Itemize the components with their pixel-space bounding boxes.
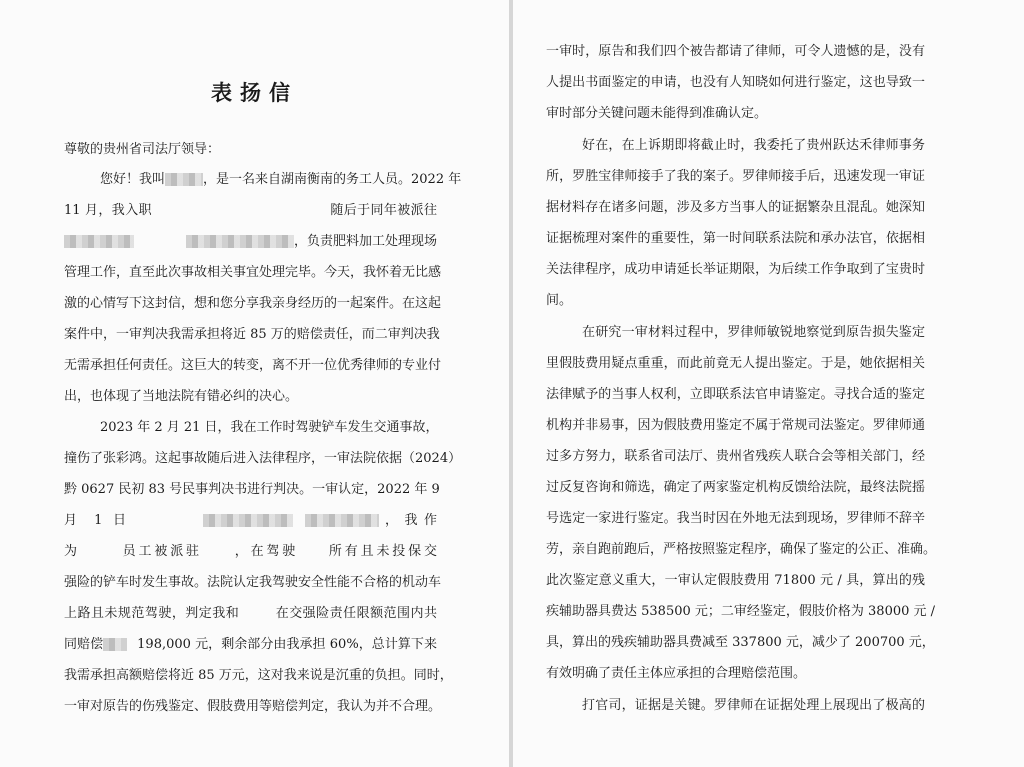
paragraph-line: 黔 0627 民初 83 号民事判决书进行判决。一审认定，2022 年 9: [64, 482, 440, 497]
paragraph-line: ，负责肥料加工处理现场: [64, 234, 437, 250]
paragraph-line: 同赔偿 198,000 元，剩余部分由我承担 60%，总计算下来: [64, 637, 437, 652]
paragraph-line: 在研究一审材料过程中，罗律师敏锐地察觉到原告损失鉴定: [582, 325, 925, 340]
paragraph-line: 打官司，证据是关键。罗律师在证据处理上展现出了极高的: [582, 698, 925, 713]
redacted-block: [203, 514, 293, 527]
paragraph-line: 关法律程序，成功申请延长举证期限，为后续工作争取到了宝贵时: [546, 262, 925, 277]
redacted-block: [186, 235, 294, 248]
paragraph-line: 管理工作，直至此次事故相关事宜处理完毕。今天，我怀着无比感: [64, 265, 442, 280]
paragraph-line: 强险的铲车时发生事故。法院认定我驾驶安全性能不合格的机动车: [64, 575, 442, 590]
paragraph-line: 您好！我叫 ，是一名来自湖南衡南的务工人员。2022 年: [100, 172, 462, 187]
paragraph-line: 过反复咨询和筛选，确定了两家鉴定机构反馈给法院，最终法院摇: [546, 480, 925, 495]
redacted-block: [103, 638, 127, 651]
right-page: [513, 0, 1024, 767]
left-page: [0, 0, 509, 767]
redacted-block: [305, 514, 379, 527]
redacted-block: [64, 235, 134, 248]
redacted-block: [165, 173, 203, 186]
paragraph-line: 所，罗胜宝律师接手了我的案子。罗律师接手后，迅速发现一审证: [546, 169, 925, 184]
paragraph-line: 里假肢费用疑点重重，而此前竟无人提出鉴定。于是，她依据相关: [546, 356, 925, 371]
paragraph-line: 过多方努力，联系省司法厅、贵州省残疾人联合会等相关部门，经: [546, 449, 925, 464]
paragraph-line: 审时部分关键问题未能得到准确认定。: [546, 106, 768, 121]
paragraph-line: 案件中，一审判决我需承担将近 85 万的赔偿责任，而二审判决我: [64, 327, 440, 342]
paragraph-line: 此次鉴定意义重大，一审认定假肢费用 71800 元 / 具，算出的残: [546, 573, 925, 588]
paragraph-line: 号选定一家进行鉴定。我当时因在外地无法到现场，罗律师不辞辛: [546, 511, 925, 526]
paragraph-line: 具，算出的残疾辅助器具费减至 337800 元，减少了 200700 元，: [546, 635, 935, 650]
paragraph-line: 疾辅助器具费达 538500 元；二审经鉴定，假肢价格为 38000 元 /: [546, 604, 936, 619]
paragraph-line: 为 员工被派驻 ，在驾驶 所有且未投保交: [64, 544, 437, 559]
paragraph-line: 有效明确了责任主体应承担的合理赔偿范围。: [546, 666, 807, 681]
paragraph-line: 好在，在上诉期即将截止时，我委托了贵州跃达禾律师事务: [582, 138, 925, 153]
paragraph-line: 2023 年 2 月 21 日，我在工作时驾驶铲车发生交通事故，: [100, 420, 439, 435]
paragraph-line: 法律赋予的当事人权利，立即联系法官申请鉴定。寻找合适的鉴定: [546, 387, 925, 402]
paragraph-line: 人提出书面鉴定的申请，也没有人知晓如何进行鉴定，这也导致一: [546, 75, 925, 90]
paragraph-line: 11 月，我入职 随后于同年被派往: [64, 203, 437, 218]
letter-title: 表扬信: [211, 80, 298, 105]
paragraph-line: 机构并非易事，因为假肢费用鉴定不属于常规司法鉴定。罗律师通: [546, 418, 925, 433]
paragraph-line: 我需承担高额赔偿将近 85 万元，这对我来说是沉重的负担。同时，: [64, 668, 453, 683]
paragraph-line: 证据梳理对案件的重要性，第一时间联系法院和承办法官，依据相: [546, 231, 925, 246]
paragraph-line: 出，也体现了当地法院有错必纠的决心。: [64, 389, 299, 404]
paragraph-line: 激的心情写下这封信，想和您分享我亲身经历的一起案件。在这起: [64, 296, 442, 311]
paragraph-line: 无需承担任何责任。这巨大的转变，离不开一位优秀律师的专业付: [64, 358, 442, 373]
paragraph-line: 一审对原告的伤残鉴定、假肢费用等赔偿判定，我认为并不合理。: [64, 699, 442, 714]
paragraph-line: 据材料存在诸多问题，涉及多方当事人的证据繁杂且混乱。她深知: [546, 200, 925, 215]
paragraph-line: 月 1 日 ，我作: [64, 513, 437, 528]
salutation: 尊敬的贵州省司法厅领导：: [64, 142, 221, 157]
paragraph-line: 撞伤了张彩鸿。这起事故随后进入法律程序，一审法院依据（2024）: [64, 451, 462, 466]
paragraph-line: 一审时，原告和我们四个被告都请了律师，可令人遗憾的是，没有: [546, 44, 925, 59]
paragraph-line: 劳，亲自跑前跑后，严格按照鉴定程序，确保了鉴定的公正、准确。: [546, 542, 937, 557]
paragraph-line: 间。: [546, 293, 573, 308]
paragraph-line: 上路且未规范驾驶，判定我和 在交强险责任限额范围内共: [64, 606, 437, 621]
